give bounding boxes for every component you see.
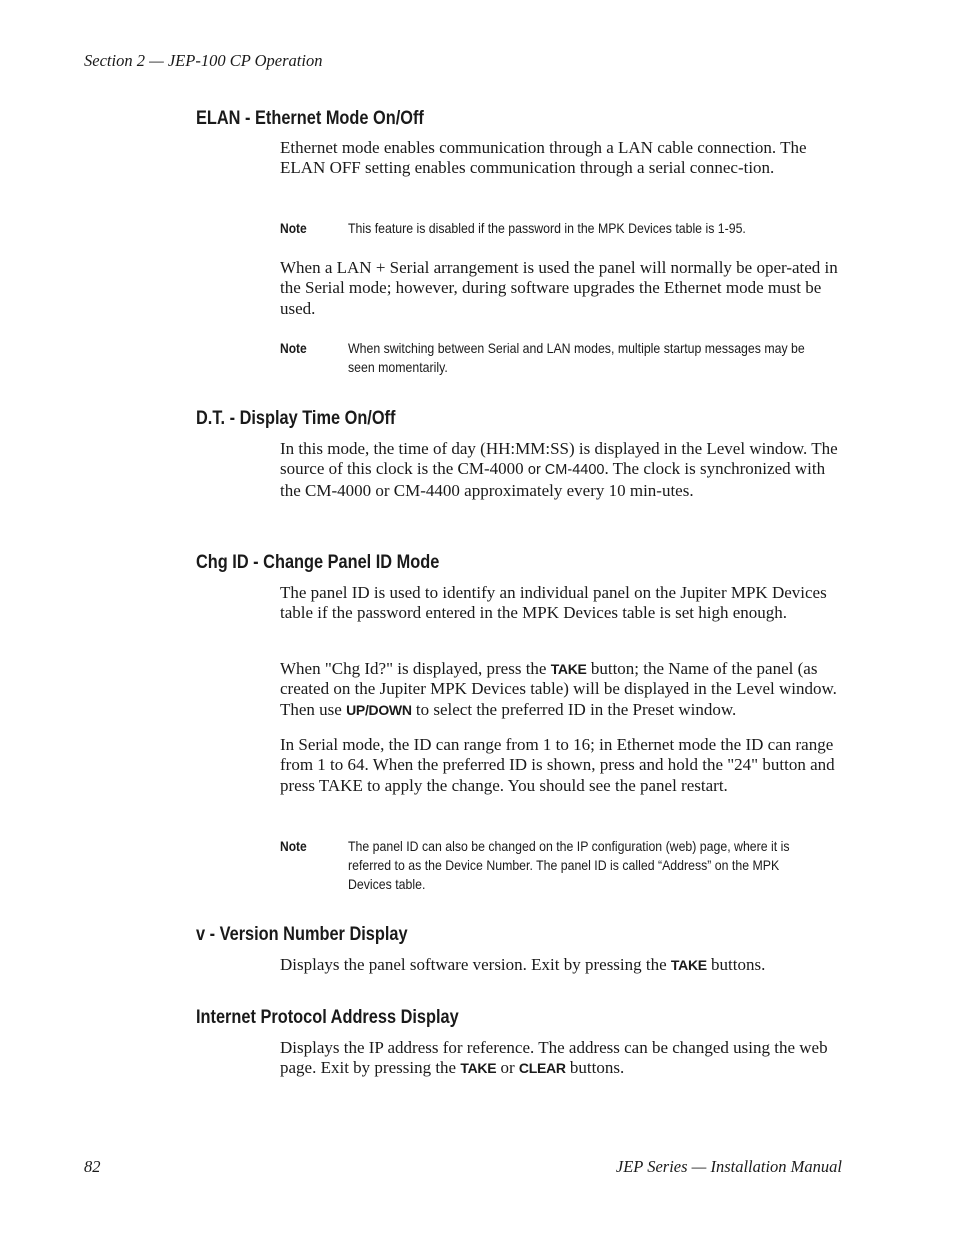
note-text: This feature is disabled if the password in the MPK Devices table is 1-95. (348, 220, 746, 236)
elan-paragraph-1: Ethernet mode enables communication through a LAN cable connection. The ELAN OFF setting enables communication through a serial connec-tion. (280, 138, 807, 178)
dt-text-a: In this mode, the time of day (HH:MM:SS) is displayed in the Level window. The source of this clock is the CM-4000 (280, 439, 838, 479)
manual-title: JEP Series — Installation Manual (615, 1157, 842, 1176)
elan-paragraph-2: When a LAN + Serial arrangement is used the panel will normally be oper-ated in the Serial mode; however, during software upgrades the Ethernet mode must be used. (280, 258, 838, 318)
page-number: 82 (84, 1157, 101, 1176)
chgid-paragraph-1: The panel ID is used to identify an individual panel on the Jupiter MPK Devices table if the password entered in the MPK Devices table is set high enough. (280, 583, 827, 623)
chgid-text-c: to select the preferred ID in the Preset window. (411, 699, 737, 719)
take-key-label: TAKE (460, 1060, 497, 1077)
take-key-label: TAKE (670, 957, 707, 973)
ip-text-a: Displays the IP address for reference. The address can be changed using the web page. Exit by pressing the (280, 1038, 828, 1078)
updown-key-label: UP/DOWN (346, 701, 412, 718)
chgid-text-b: button; the Name of the panel (as created on the Jupiter MPK Devices table) will be displayed in the Level window. Then use (280, 659, 837, 719)
version-paragraph (280, 955, 842, 975)
note-text: The panel ID can also be changed on the IP configuration (web) page, where it is referred to as the Device Number. The panel ID is called “Address” on the MPK Devices table. (348, 838, 790, 892)
version-text-b: buttons. (706, 955, 766, 974)
chgid-text-a: When "Chg Id?" is displayed, press the (280, 659, 551, 678)
clear-key-label: CLEAR (518, 1060, 566, 1077)
dt-text-or: or CM-4400 (527, 462, 605, 479)
dt-paragraph-1 (280, 439, 842, 501)
heading-display-time: D.T. - Display Time On/Off (196, 408, 396, 429)
chgid-paragraph-2 (280, 659, 842, 720)
heading-ip-address: Internet Protocol Address Display (196, 1007, 459, 1028)
note-label: Note (280, 220, 307, 236)
note-text: When switching between Serial and LAN modes, multiple startup messages may be seen momentarily. (348, 340, 805, 375)
ip-text-b: buttons. (565, 1058, 625, 1078)
take-key-label: TAKE (550, 661, 587, 677)
running-head: Section 2 — JEP-100 CP Operation (84, 51, 323, 70)
note-label: Note (280, 340, 307, 356)
chgid-paragraph-3: In Serial mode, the ID can range from 1 to 16; in Ethernet mode the ID can range from 1 to 64. When the preferred ID is shown, press and hold the "24" button and press TAKE to apply the change. You should see the panel restart. (280, 735, 835, 795)
version-text-a: Displays the panel software version. Exit by pressing the (280, 955, 671, 974)
heading-elan: ELAN - Ethernet Mode On/Off (196, 108, 424, 129)
note-label: Note (280, 838, 307, 854)
ip-text-or: or (496, 1058, 519, 1078)
heading-change-panel-id: Chg ID - Change Panel ID Mode (196, 552, 440, 573)
dt-text-b: . The clock is synchronized with the CM-4000 or CM-4400 approximately every 10 min-utes. (280, 459, 826, 500)
ip-paragraph (280, 1038, 842, 1079)
heading-version: v - Version Number Display (196, 924, 408, 945)
